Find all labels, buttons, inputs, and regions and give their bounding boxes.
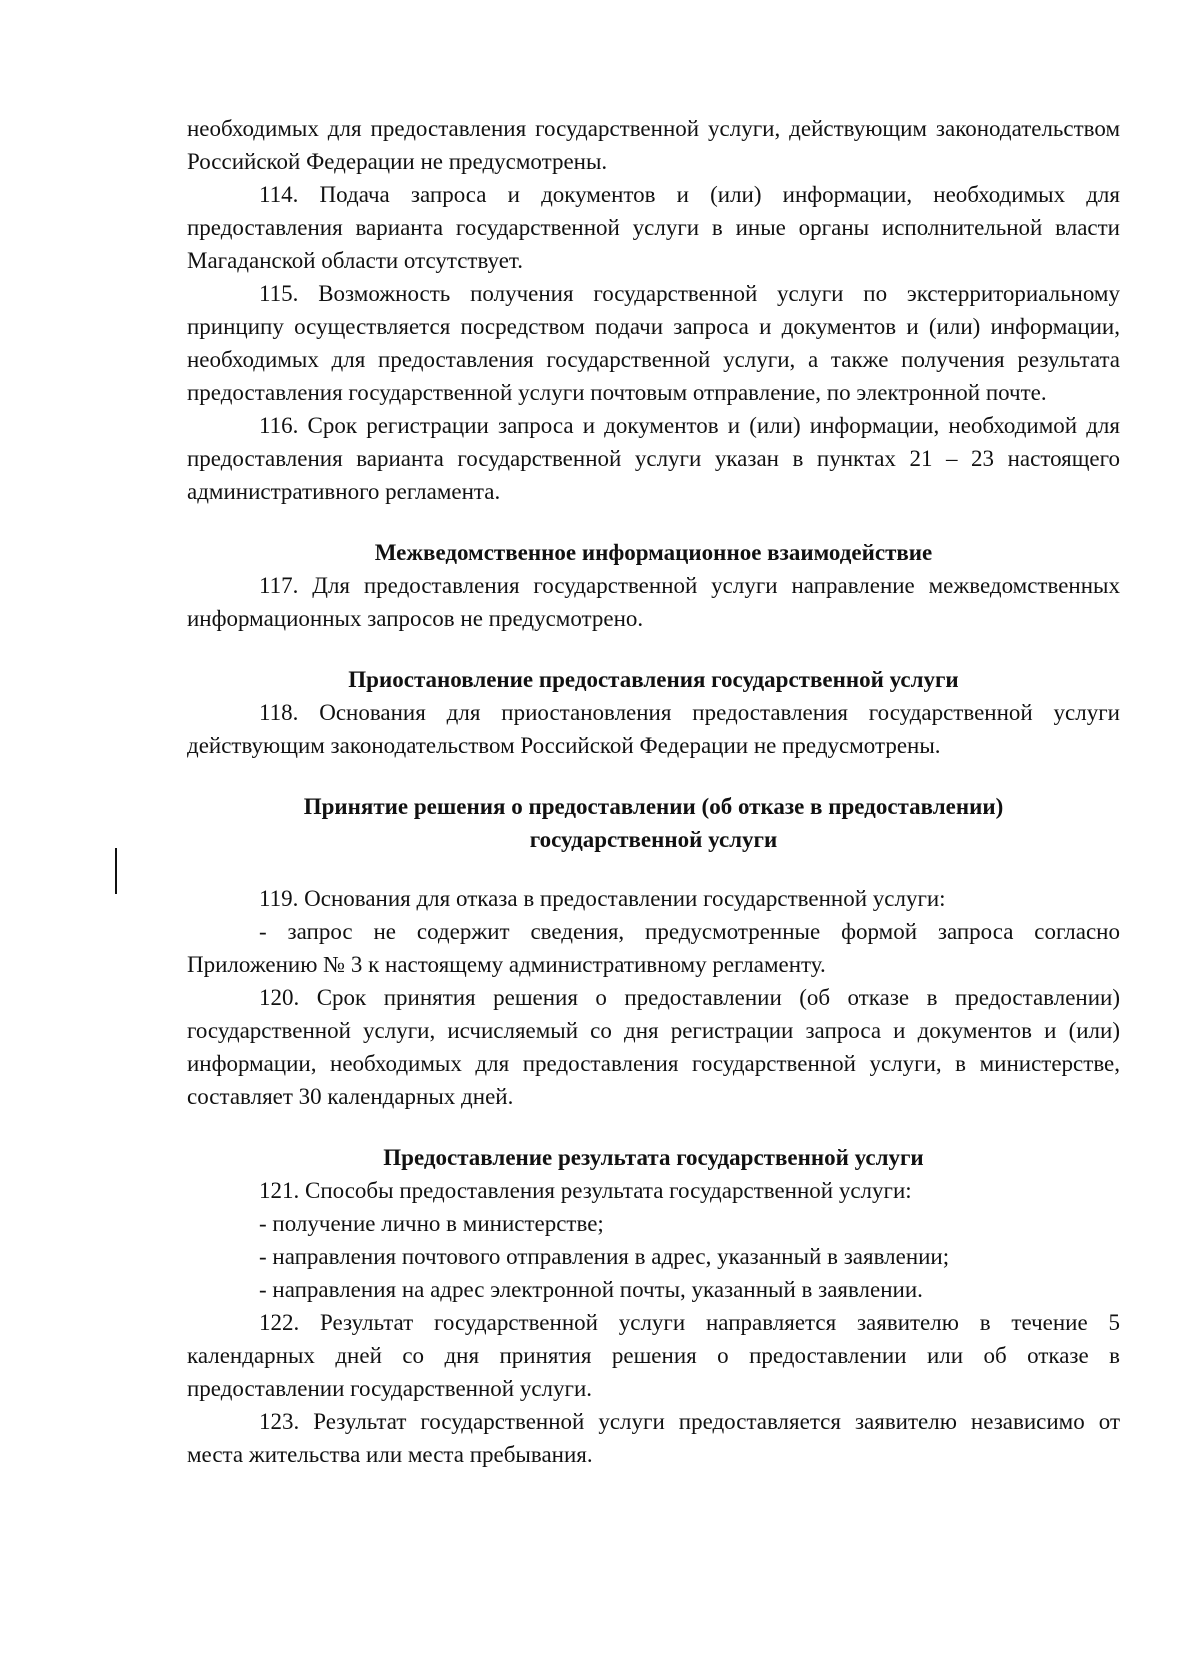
list-item: - направления на адрес электронной почты, указанный в заявлении. bbox=[259, 1277, 923, 1302]
paragraph-116: 116. Срок регистрации запроса и документов и (или) информации, необходимой для предоставления варианта государственной услуги указан в пунктах 21 – 23 настоящего административного регламента. bbox=[187, 413, 1120, 504]
paragraph-118: 118. Основания для приостановления предоставления государственной услуги действующим законодательством Российской Федерации не предусмотрены. bbox=[187, 700, 1120, 758]
heading-result: Предоставление результата государственной услуги bbox=[383, 1145, 924, 1170]
paragraph-115: 115. Возможность получения государственной услуги по экстерриториальному принципу осуществляется посредством подачи запроса и документов и (или) информации, необходимых для предоставления государственной услуги, а также получения результата предоставления государственной услуги почтовым отправление, по электронной почте. bbox=[187, 281, 1120, 405]
paragraph-119-item: - запрос не содержит сведения, предусмотренные формой запроса согласно Приложению № 3 к настоящему административному регламенту. bbox=[187, 919, 1120, 977]
paragraph-122: 122. Результат государственной услуги направляется заявителю в течение 5 календарных дней со дня принятия решения о предоставлении или об отказе в предоставлении государственной услуги. bbox=[187, 1310, 1120, 1401]
heading-decision-line1: Принятие решения о предоставлении (об отказе в предоставлении) bbox=[303, 794, 1004, 819]
heading-suspension: Приостановление предоставления государственной услуги bbox=[348, 667, 959, 692]
paragraph-120: 120. Срок принятия решения о предоставлении (об отказе в предоставлении) государственной услуги, исчисляемый со дня регистрации запроса и документов и (или) информации, необходимых для предоставления государственной услуги, в министерстве, составляет 30 календарных дней. bbox=[187, 985, 1120, 1109]
list-item: - направления почтового отправления в адрес, указанный в заявлении; bbox=[259, 1244, 950, 1269]
paragraph-121: 121. Способы предоставления результата государственной услуги: bbox=[259, 1178, 912, 1203]
paragraph-119: 119. Основания для отказа в предоставлении государственной услуги: bbox=[259, 886, 946, 911]
heading-decision-line2: государственной услуги bbox=[529, 827, 778, 852]
paragraph-123: 123. Результат государственной услуги предоставляется заявителю независимо от места жительства или места пребывания. bbox=[187, 1409, 1120, 1467]
document-body bbox=[187, 112, 1120, 1471]
heading-interagency: Межведомственное информационное взаимодействие bbox=[374, 540, 933, 565]
list-item: - получение лично в министерстве; bbox=[259, 1211, 604, 1236]
paragraph-114: 114. Подача запроса и документов и (или) информации, необходимых для предоставления варианта государственной услуги в иные органы исполнительной власти Магаданской области отсутствует. bbox=[187, 182, 1120, 273]
paragraph-117: 117. Для предоставления государственной услуги направление межведомственных информационных запросов не предусмотрено. bbox=[187, 573, 1120, 631]
margin-change-bar bbox=[115, 848, 117, 894]
paragraph-continuation: необходимых для предоставления государственной услуги, действующим законодательством Российской Федерации не предусмотрены. bbox=[187, 116, 1120, 174]
